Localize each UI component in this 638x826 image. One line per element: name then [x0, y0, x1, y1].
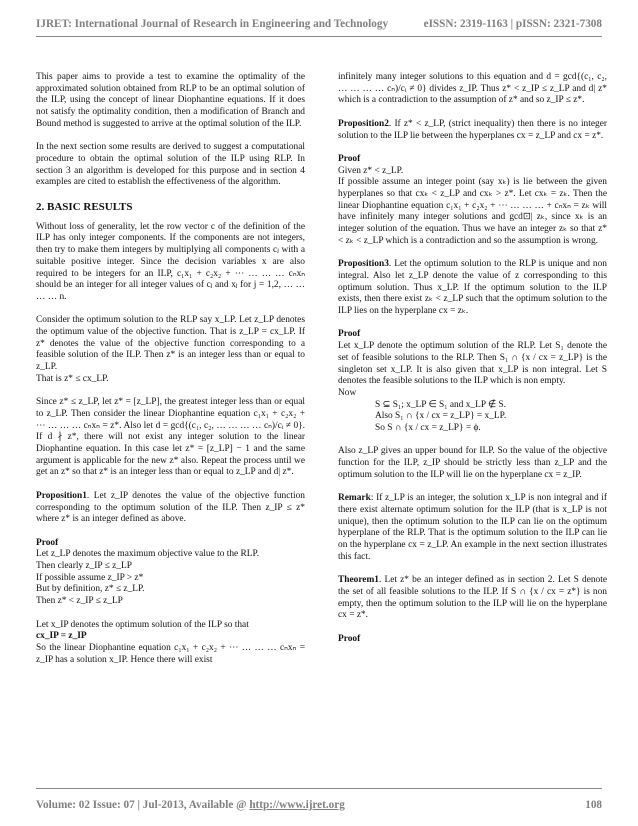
proof-2-body: If possible assume an integer point (say xₖ) is lie between the given hyperplanes so that cxₖ < z_LP and cxₖ > z*. Let cxₖ = zₖ. Then the linear Diophantine equation c₁x₁ + c₂x₂ + ⋯ … … … + cₙxₙ = zₖ will have infinitely many integer solutions and gcd⊡| zₖ, since xₖ is an integer solution of the equation. Thus we have an integer zₖ so that z* < zₖ < z_LP which is a contradiction and so the assumption is wrong. [338, 177, 607, 246]
proposition-3-text: . Let the optimum solution to the RLP is unique and non integral. Also let z_LP denote the value of z corresponding to this optimum solution. Thus x_LP. If the optimum solution to the ILP exists, then there exist zₖ < z_LP such that the optimum solution to the ILP lies on the hyperplane cx = zₖ. [338, 259, 607, 317]
right-paragraph-1: infinitely many integer solutions to this equation and d = gcd{(c₁, c₂, … … … … cₙ)/cᵢ ≠ 0} divides z_IP. Thus z* < z_IP ≤ z_LP and d| z* which is a contradiction to the assumption of z* and so z_IP ≤ z*. [338, 72, 607, 106]
running-footer [36, 795, 602, 815]
theorem-1 [338, 575, 607, 622]
footer-volume-text: Volume: 02 Issue: 07 | Jul-2013, Available @ [36, 799, 250, 811]
proposition-3-label: Proposition3 [338, 259, 389, 270]
paragraph-4: Let x_IP denotes the optimum solution of the ILP so that [36, 619, 249, 630]
page-number: 108 [585, 799, 602, 811]
issn: eISSN: 2319-1163 | pISSN: 2321-7308 [423, 18, 602, 30]
paragraph-4c: So the linear Diophantine equation c₁x₁ + c₂x₂ + ⋯ … … … cₙxₙ = z_IP has a solution x_IP. Hence there will exist [36, 642, 305, 665]
proof-label-4: Proof [338, 633, 361, 644]
footer-url-link[interactable]: http://www.ijret.org [249, 799, 345, 811]
intro-paragraph-1: This paper aims to provide a test to examine the optimality of the approximated solution obtained from RLP to be an optimal solution of the ILP, using the concept of linear Diophantine equations. If it does not satisfy the optimality condition, then a modification of Branch and Bound method is suggested to arrive at the optimal solution of the ILP. [36, 72, 305, 129]
running-header [36, 14, 602, 34]
proof-3-line-b: Also S₁ ∩ {x / cx = z_LP} = x_LP. [375, 411, 507, 422]
proof-line-3: If possible assume z_IP > z* [36, 572, 144, 583]
footer-rule [36, 788, 602, 789]
left-column [36, 72, 305, 678]
proof-label-2: Proof [338, 153, 361, 164]
proposition-2-label: Proposition2 [338, 118, 389, 129]
proof-line-1: Let z_LP denotes the maximum objective value to the RLP. [36, 549, 260, 560]
journal-title: IJRET: International Journal of Research in Engineering and Technology [36, 18, 389, 30]
proof-2-given: Given z* < z_LP. [338, 165, 404, 176]
footer-volume [36, 799, 345, 811]
header-rule [36, 36, 602, 37]
proof-label-3: Proof [338, 329, 361, 340]
proof-line-4: But by definition, z* ≤ z_LP. [36, 584, 145, 595]
remark-text: : If z_LP is an integer, the solution x_LP is non integral and if there exist alternate optimum solution for the ILP (that is x_LP is not unique), then the optimum solution to the ILP can lie on the optimum hyperplane of the RLP. That is the optimum solution to the ILP can lie on the hyperplane cx = z_LP. An example in the next section illustrates this fact. [338, 493, 607, 562]
theorem-1-text: . Let z* be an integer defined as in section 2. Let S denote the set of all feasible solutions to the ILP. If S ∩ {x / cx = z*} is non empty, then the optimum solution to the ILP will lie on the hyperplane cx = z*. [338, 575, 607, 621]
intro-paragraph-2: In the next section some results are derived to suggest a computational procedure to obtain the optimal solution of the ILP using RLP. In section 3 an algorithm is developed for this purpose and in section 4 examples are cited to establish the effectiveness of the algorithm. [36, 142, 305, 188]
remark-label: Remark [338, 493, 371, 504]
section-heading: 2. BASIC RESULTS [36, 201, 133, 214]
proposition-3 [338, 259, 607, 318]
proposition-1-label: Proposition1 [36, 490, 87, 501]
paragraph-3: Since z* ≤ z_LP, let z* = [z_LP], the greatest integer less than or equal to z_LP. Then consider the linear Diophantine equation c₁x₁ + c₂x₂ + ⋯ … … … cₙxₙ = z*. Also let d = gcd{(c₁, c₂, … … … … cₙ)/cᵢ ≠ 0}. If d ∤ z*, there will not exist any integer solution to the linear Diophantine equation. In this case let z* = [z_LP] − 1 and the same argument is applicable for the new z* also. Repeat the process until we get an z* so that z* is an integer less than or equal to z_LP and d| z*. [36, 397, 305, 478]
proof-line-5: Then z* < z_IP ≤ z_LP [36, 596, 123, 607]
theorem-1-label: Theorem1 [338, 575, 379, 586]
proposition-1 [36, 491, 305, 526]
right-column [338, 72, 607, 645]
proposition-2-text: . If z* < z_LP, (strict inequality) then there is no integer solution to the ILP lie between the hyperplanes cx = z_LP and cx = z*. [338, 118, 607, 141]
proof-line-2: Then clearly z_IP ≤ z_LP [36, 561, 132, 572]
paragraph-2b: That is z* ≤ cx_LP. [36, 373, 109, 384]
proof-3-body: Let x_LP denote the optimum solution of the RLP. Let S₁ denote the set of feasible solutions to the RLP. Then S₁ ∩ {x / cx = z_LP} is the singleton set x_LP. It is also given that x_LP is non integral. Let S denotes the feasible solutions to the ILP which is non empty. [338, 341, 607, 387]
paragraph-1: Without loss of generality, let the row vector c of the definition of the ILP has only integer components. If the components are not integers, then try to make them integers by multiplying all components cⱼ with a suitable positive integer. Since the decision variables x are also required to be integers for an ILP, c₁x₁ + c₂x₂ + ⋯ … … … cₙxₙ should be an integer for all integer values of cⱼ and xⱼ for j = 1,2, … … … … n. [36, 221, 305, 302]
right-paragraph-4: Also z_LP gives an upper bound for ILP. So the value of the objective function for the ILP, z_IP should be strictly less than z_LP and the optimum solution to the ILP will lie on the hyperplane cx = z_IP. [338, 446, 607, 480]
remark [338, 493, 607, 563]
proof-label: Proof [36, 537, 59, 548]
proposition-1-text: . Let z_IP denotes the value of the objective function corresponding to the optimum solution of the ILP. Then z_IP ≤ z* where z* is an integer defined as above. [36, 490, 305, 525]
proof-3-line-c: So S ∩ {x / cx = z_LP} = ϕ. [375, 423, 481, 434]
paragraph-2: Consider the optimum solution to the RLP say x_LP. Let z_LP denotes the optimum value of the objective function. That is z_LP = cx_LP. If z* denotes the value of the objective function corresponding to a feasible solution of the ILP. Then z* is an integer less than or equal to z_LP. [36, 315, 305, 373]
proof-3-line-a: S ⊆ S₁; x_LP ∈ S₁ and x_LP ∉ S. [375, 399, 507, 410]
proposition-2 [338, 119, 607, 142]
proof-3-now: Now [338, 387, 357, 398]
equation-cx-ip: cx_IP = z_IP [36, 631, 87, 642]
